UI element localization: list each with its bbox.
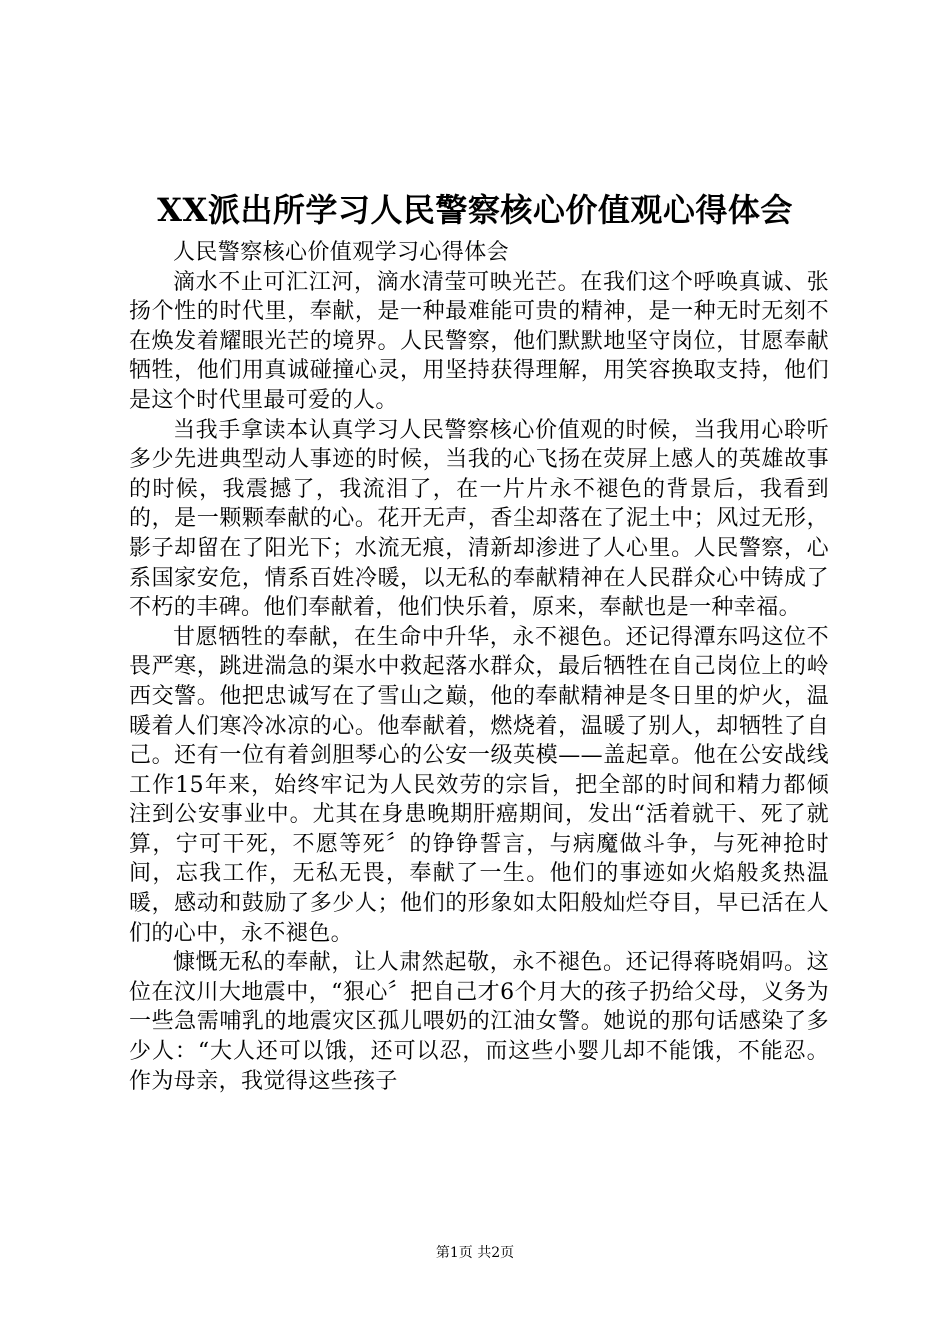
document-title: XX派出所学习人民警察核心价值观心得体会 — [157, 191, 793, 229]
body-paragraph: 当我手拿读本认真学习人民警察核心价值观的时候，当我用心聆听多少先进典型动人事迹的时候，当我的心飞扬在荧屏上感人的英雄故事的时候，我震撼了，我流泪了，在一片片永不褪色的背景后，我看到的，是一颗颗奉献的心。花开无声，香尘却落在了泥土中；风过无形，影子却留在了阳光下；水流无痕，清新却渗进了人心里。人民警察，心系国家安危，情系百姓冷暖，以无私的奉献精神在人民群众心中铸成了不朽的丰碑。他们奉献着，他们快乐着，原来，奉献也是一种幸福。 — [129, 417, 829, 621]
document-body — [129, 238, 829, 1096]
subtitle-paragraph: 人民警察核心价值观学习心得体会 — [173, 240, 510, 265]
page-number-footer: 第1页 共2页 — [435, 1245, 515, 1261]
body-paragraph: 甘愿牺牲的奉献，在生命中升华，永不褪色。还记得潭东吗这位不畏严寒，跳进湍急的渠水中救起落水群众，最后牺牲在自己岗位上的岭西交警。他把忠诚写在了雪山之巅，他的奉献精神是冬日里的炉火，温暖着人们寒冷冰凉的心。他奉献着，燃烧着，温暖了别人，却牺牲了自己。还有一位有着剑胆琴心的公安一级英模——盖起章。他在公安战线工作15年来，始终牢记为人民效劳的宗旨，把全部的时间和精力都倾注到公安事业中。尤其在身患晚期肝癌期间，发出“活着就干、死了就算，宁可干死，不愿等死〞的铮铮誓言，与病魔做斗争，与死神抢时间，忘我工作，无私无畏，奉献了一生。他们的事迹如火焰般炙热温暖，感动和鼓励了多少人；他们的形象如太阳般灿烂夺目，早已活在人们的心中，永不褪色。 — [129, 624, 829, 946]
body-paragraph: 慷慨无私的奉献，让人肃然起敬，永不褪色。还记得蒋晓娟吗。这位在汶川大地震中，“狠心〞把自己才6个月大的孩子扔给父母，义务为一些急需哺乳的地震灾区孤儿喂奶的江油女警。她说的那句话感染了多少人：“大人还可以饿，还可以忍，而这些小婴儿却不能饿，不能忍。作为母亲，我觉得这些孩子 — [129, 950, 829, 1094]
body-paragraph: 滴水不止可汇江河，滴水清莹可映光芒。在我们这个呼唤真诚、张扬个性的时代里，奉献，是一种最难能可贵的精神，是一种无时无刻不在焕发着耀眼光芒的境界。人民警察，他们默默地坚守岗位，甘愿奉献牺牲，他们用真诚碰撞心灵，用坚持获得理解，用笑容换取支持，他们是这个时代里最可爱的人。 — [129, 269, 829, 413]
